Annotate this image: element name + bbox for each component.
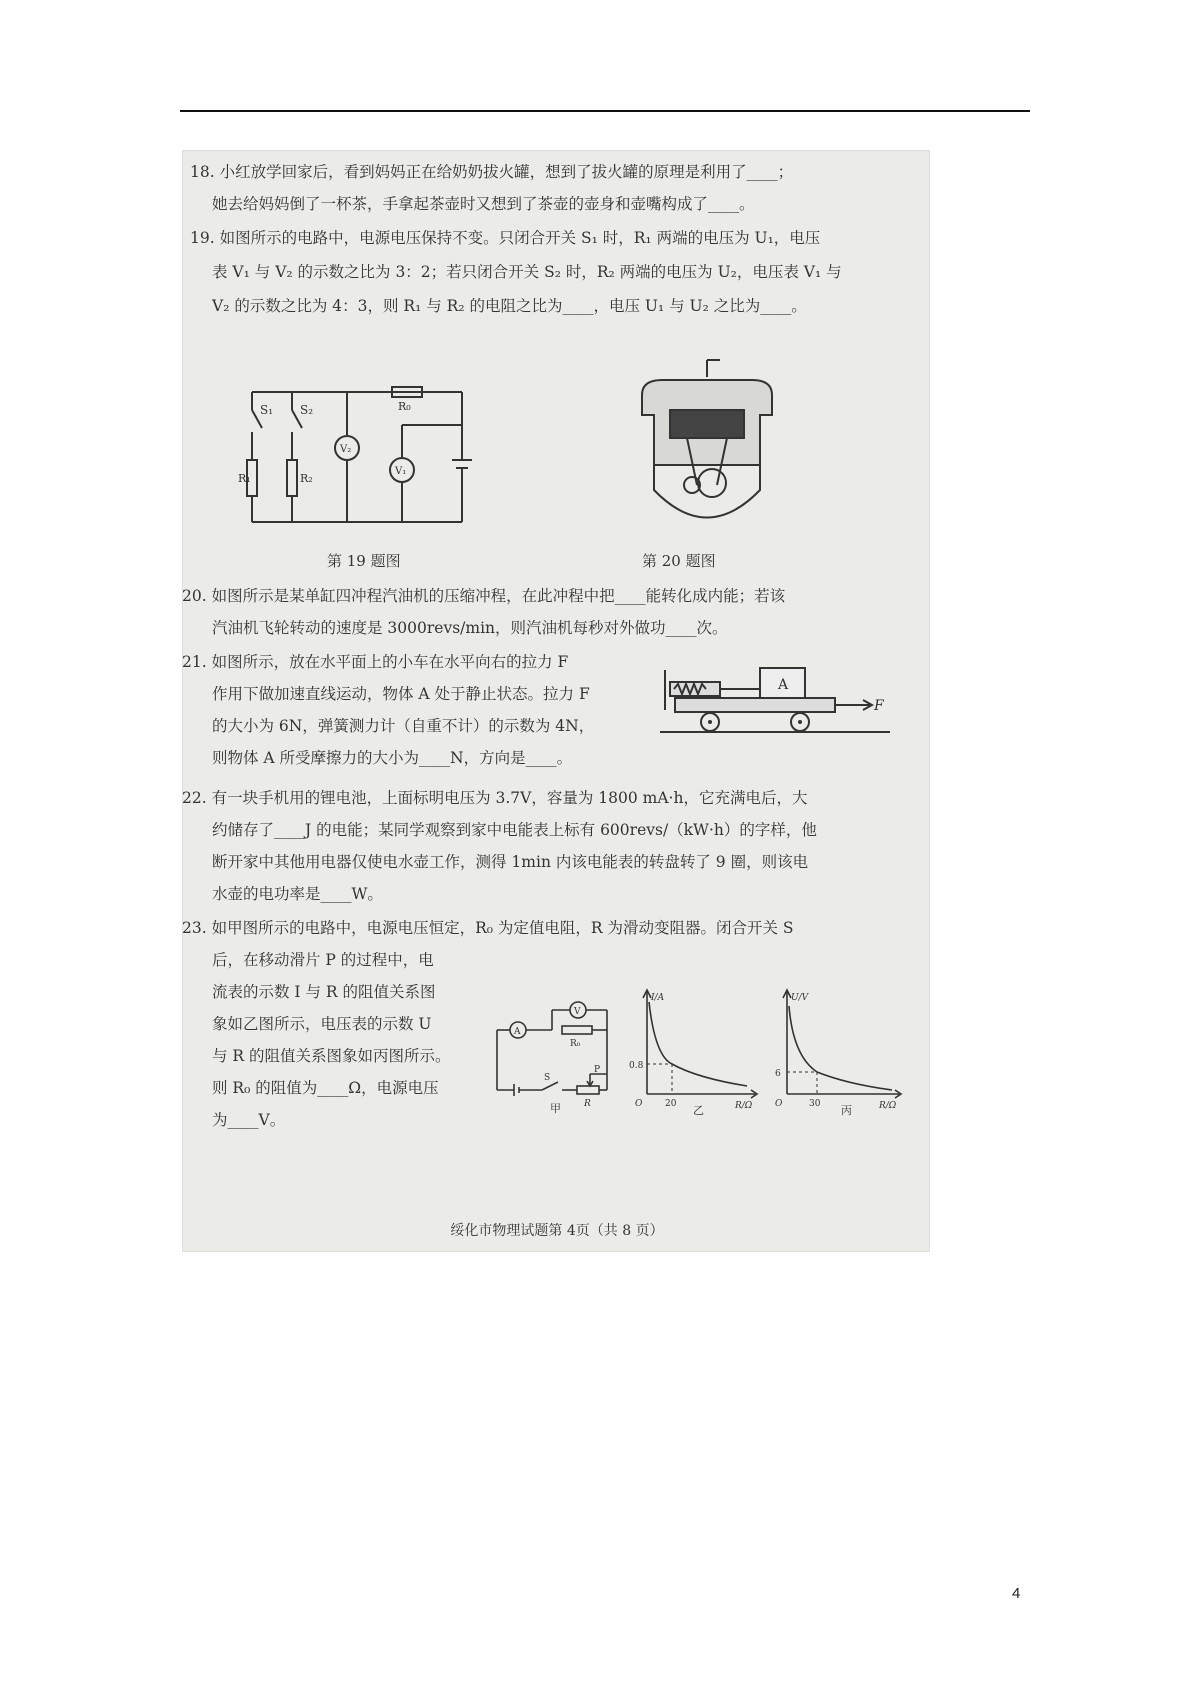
q23-line7: 为____V。 [212,1111,286,1129]
q22-line3: 断开家中其他用电器仅使电水壶工作，测得 1min 内该电能表的转盘转了 9 圈，则该电 [212,853,809,871]
fig23-jia-voltmeter-label: V [574,1007,581,1017]
q21-line2: 作用下做加速直线运动，物体 A 处于静止状态。拉力 F [212,685,590,703]
q18-line2: 她去给妈妈倒了一杯茶，手拿起茶壶时又想到了茶壶的壶身和壶嘴构成了____。 [212,195,755,213]
scanned-exam-page [182,150,930,1252]
fig23-yi-ymark: 0.8 [629,1061,644,1071]
fig23-yi-xlabel: R/Ω [735,1101,753,1111]
page-number: 4 [1012,1585,1021,1602]
fig21-force-label: F [874,698,884,714]
q22-line2: 约储存了____J 的电能；某同学观察到家中电能表上标有 600revs/（kW·h）的字样，他 [212,821,817,839]
fig19-v2-label: V₂ [340,444,352,455]
q23-line4: 象如乙图所示，电压表的示数 U [212,1015,432,1033]
fig23-jia-s-label: S [544,1073,551,1083]
q20-line1: 20. 如图所示是某单缸四冲程汽油机的压缩冲程，在此冲程中把____能转化成内能；若该 [182,587,786,605]
q21-line1: 21. 如图所示，放在水平面上的小车在水平向右的拉力 F [182,653,569,671]
fig23-yi-ylabel: I/A [651,993,665,1003]
fig21-block-label: A [778,677,789,693]
fig23-bing-ylabel: U/V [791,993,809,1003]
fig19-r0-label: R₀ [398,400,411,413]
fig19-r1-label: R₁ [238,472,251,485]
fig23-jia-r0-label: R₀ [570,1039,581,1049]
fig23-yi-graph [627,986,762,1116]
q23-line6: 则 R₀ 的阻值为____Ω，电源电压 [212,1079,439,1097]
fig19-caption: 第 19 题图 [327,552,401,570]
fig19-s2-label: S₂ [300,403,314,417]
q23-line5: 与 R 的阻值关系图象如丙图所示。 [212,1047,451,1065]
fig19-v1-label: V₁ [395,466,407,477]
q19-line3: V₂ 的示数之比为 4：3，则 R₁ 与 R₂ 的电阻之比为____，电压 U₁ 与 U₂ 之比为____。 [212,297,807,315]
fig21-cart-diagram [660,660,890,740]
fig23-bing-xlabel: R/Ω [879,1101,897,1111]
q21-line3: 的大小为 6N，弹簧测力计（自重不计）的示数为 4N， [212,717,595,735]
fig23-yi-xmark: 20 [665,1099,677,1109]
q22-line4: 水壶的电功率是____W。 [212,885,383,903]
q19-line1: 19. 如图所示的电路中，电源电压保持不变。只闭合开关 S₁ 时，R₁ 两端的电压为 U₁，电压 [190,229,821,247]
fig20-caption: 第 20 题图 [642,552,716,570]
fig23-yi-caption: 乙 [693,1104,704,1117]
fig23-jia-r-label: R [584,1099,591,1109]
fig23-bing-caption: 丙 [841,1104,852,1117]
q20-line2: 汽油机飞轮转动的速度是 3000revs/min，则汽油机每秒对外做功____次。 [212,619,728,637]
fig23-jia-ammeter-label: A [514,1027,521,1037]
fig23-bing-graph [767,986,907,1116]
fig23-bing-ymark: 6 [775,1069,781,1079]
q22-line1: 22. 有一块手机用的锂电池，上面标明电压为 3.7V，容量为 1800 mA·h，它充满电后，大 [182,789,808,807]
fig19-s1-label: S₁ [260,403,274,417]
fig23-jia-p-label: P [594,1065,601,1075]
header-rule [180,110,1030,112]
fig20-engine-diagram [632,355,782,535]
fig23-bing-xmark: 30 [809,1099,821,1109]
q19-line2: 表 V₁ 与 V₂ 的示数之比为 3：2；若只闭合开关 S₂ 时，R₂ 两端的电压为 U₂，电压表 V₁ 与 [212,263,842,281]
fig23-yi-origin: O [635,1099,643,1109]
q18-line1: 18. 小红放学回家后，看到妈妈正在给奶奶拔火罐，想到了拔火罐的原理是利用了____； [190,163,794,181]
q21-line4: 则物体 A 所受摩擦力的大小为____N，方向是____。 [212,749,573,767]
q23-line2: 后，在移动滑片 P 的过程中，电 [212,951,434,969]
fig19-r2-label: R₂ [300,472,313,485]
q23-line1: 23. 如甲图所示的电路中，电源电压恒定，R₀ 为定值电阻，R 为滑动变阻器。闭合开关 S [182,919,794,937]
q23-line3: 流表的示数 I 与 R 的阻值关系图 [212,983,436,1001]
exam-footer: 绥化市物理试题第 4页（共 8 页） [450,1223,664,1239]
fig23-bing-origin: O [775,1099,783,1109]
fig19-circuit-diagram [238,380,472,530]
fig23-jia-caption: 甲 [550,1102,561,1115]
fig23-jia-circuit [492,990,622,1115]
